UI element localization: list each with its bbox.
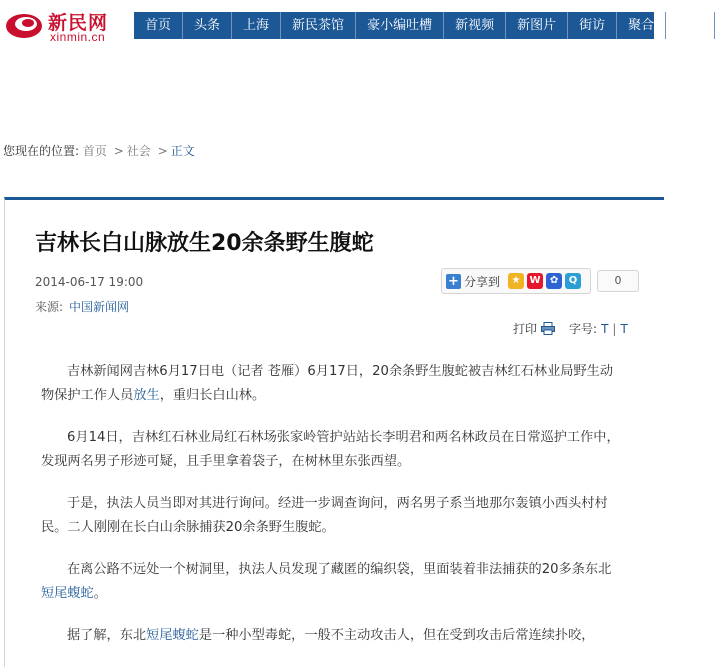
nav-item-topics[interactable]: 专题 <box>666 12 715 39</box>
source-link[interactable]: 中国新闻网 <box>69 300 130 314</box>
nav-item-headlines[interactable]: 头条 <box>183 12 232 39</box>
paragraph-text: ，重归长白山林。 <box>159 388 266 403</box>
nav-item-street-interviews[interactable]: 街访 <box>568 12 617 39</box>
article-body <box>41 360 623 666</box>
keyword-link[interactable]: 短尾蝮蛇 <box>41 586 94 601</box>
source-label: 来源: <box>35 300 64 314</box>
weibo-icon[interactable]: W <box>527 273 543 289</box>
nav-item-shanghai[interactable]: 上海 <box>232 12 281 39</box>
paragraph-text: 是一种小型毒蛇，一般不主动攻击人，但在受到攻击后常连续扑咬， <box>198 628 595 643</box>
paragraph-text: 。 <box>93 586 107 601</box>
share-label[interactable]: 分享到 <box>464 274 501 289</box>
paragraph-text: 6月14日，吉林红石林业局红石林场张家岭管护站站长李明君和两名林政员在日常巡护工作中，发现两名男子形迹可疑，且手里拿着袋子，在树林里东张西望。 <box>41 430 620 469</box>
paragraph-text: 吉林新闻网吉林6月17日电（记者 苍雁）6月17日，20余条野生腹蛇被吉林红石林业局野生动物保护工作人员 <box>41 364 614 403</box>
share-plus-icon[interactable]: + <box>446 274 461 289</box>
nav-item-photos[interactable]: 新图片 <box>506 12 568 39</box>
font-size-large-link[interactable]: T <box>601 321 609 336</box>
article-paragraph <box>41 360 623 408</box>
paragraph-text: 据了解，东北 <box>67 628 147 643</box>
logo-english-text: xinmin.cn <box>50 30 106 44</box>
article-source <box>35 298 129 315</box>
share-count: 0 <box>597 270 639 292</box>
print-icon[interactable] <box>541 322 555 335</box>
nav-item-home[interactable]: 首页 <box>134 12 183 39</box>
font-size-label: 字号: <box>569 322 598 336</box>
tencent-weibo-icon[interactable]: Q <box>565 273 581 289</box>
paragraph-text: 在离公路不远处一个树洞里，执法人员发现了藏匿的编织袋，里面装着非法捕获的20多条东北 <box>67 562 612 577</box>
article-tools <box>513 320 628 337</box>
breadcrumb-current[interactable]: 正文 <box>170 144 195 158</box>
nav-item-editor-rants[interactable]: 豪小编吐槽 <box>356 12 444 39</box>
paragraph-text: 于是，执法人员当即对其进行询问。经进一步调查询问，两名男子系当地那尔轰镇小西头村村民。二人刚刚在长白山余脉捕获20余条野生腹蛇。 <box>41 496 608 535</box>
paw-icon[interactable]: ✿ <box>546 273 562 289</box>
article-container <box>4 197 664 667</box>
article-date: 2014-06-17 19:00 <box>35 275 144 289</box>
breadcrumb-separator: > <box>113 144 124 158</box>
breadcrumb-prefix: 您现在的位置: <box>3 144 80 158</box>
print-button[interactable]: 打印 <box>513 322 538 336</box>
breadcrumb <box>3 142 195 159</box>
site-logo[interactable] <box>4 6 124 44</box>
nav-item-aggregate[interactable]: 聚合 <box>617 12 666 39</box>
logo-chinese-text: 新民网 <box>48 12 109 34</box>
article-paragraph <box>41 558 623 606</box>
qzone-star-icon[interactable]: ★ <box>508 273 524 289</box>
main-nav <box>134 12 704 39</box>
article-paragraph <box>41 492 623 540</box>
article-title: 吉林长白山脉放生20余条野生腹蛇 <box>35 231 374 256</box>
breadcrumb-home-link[interactable]: 首页 <box>82 144 107 158</box>
article-paragraph <box>41 624 623 648</box>
nav-item-teahouse[interactable]: 新民茶馆 <box>281 12 356 39</box>
logo-mark-icon <box>4 10 44 40</box>
breadcrumb-separator: > <box>157 144 168 158</box>
nav-item-videos[interactable]: 新视频 <box>444 12 506 39</box>
share-bar <box>441 268 591 294</box>
article-paragraph <box>41 426 623 474</box>
breadcrumb-section-link[interactable]: 社会 <box>126 144 151 158</box>
keyword-link[interactable]: 放生 <box>133 388 160 403</box>
site-header <box>0 0 704 50</box>
font-size-small-link[interactable]: T <box>620 321 628 336</box>
keyword-link[interactable]: 短尾蝮蛇 <box>146 628 199 643</box>
font-size-separator: | <box>612 321 617 336</box>
